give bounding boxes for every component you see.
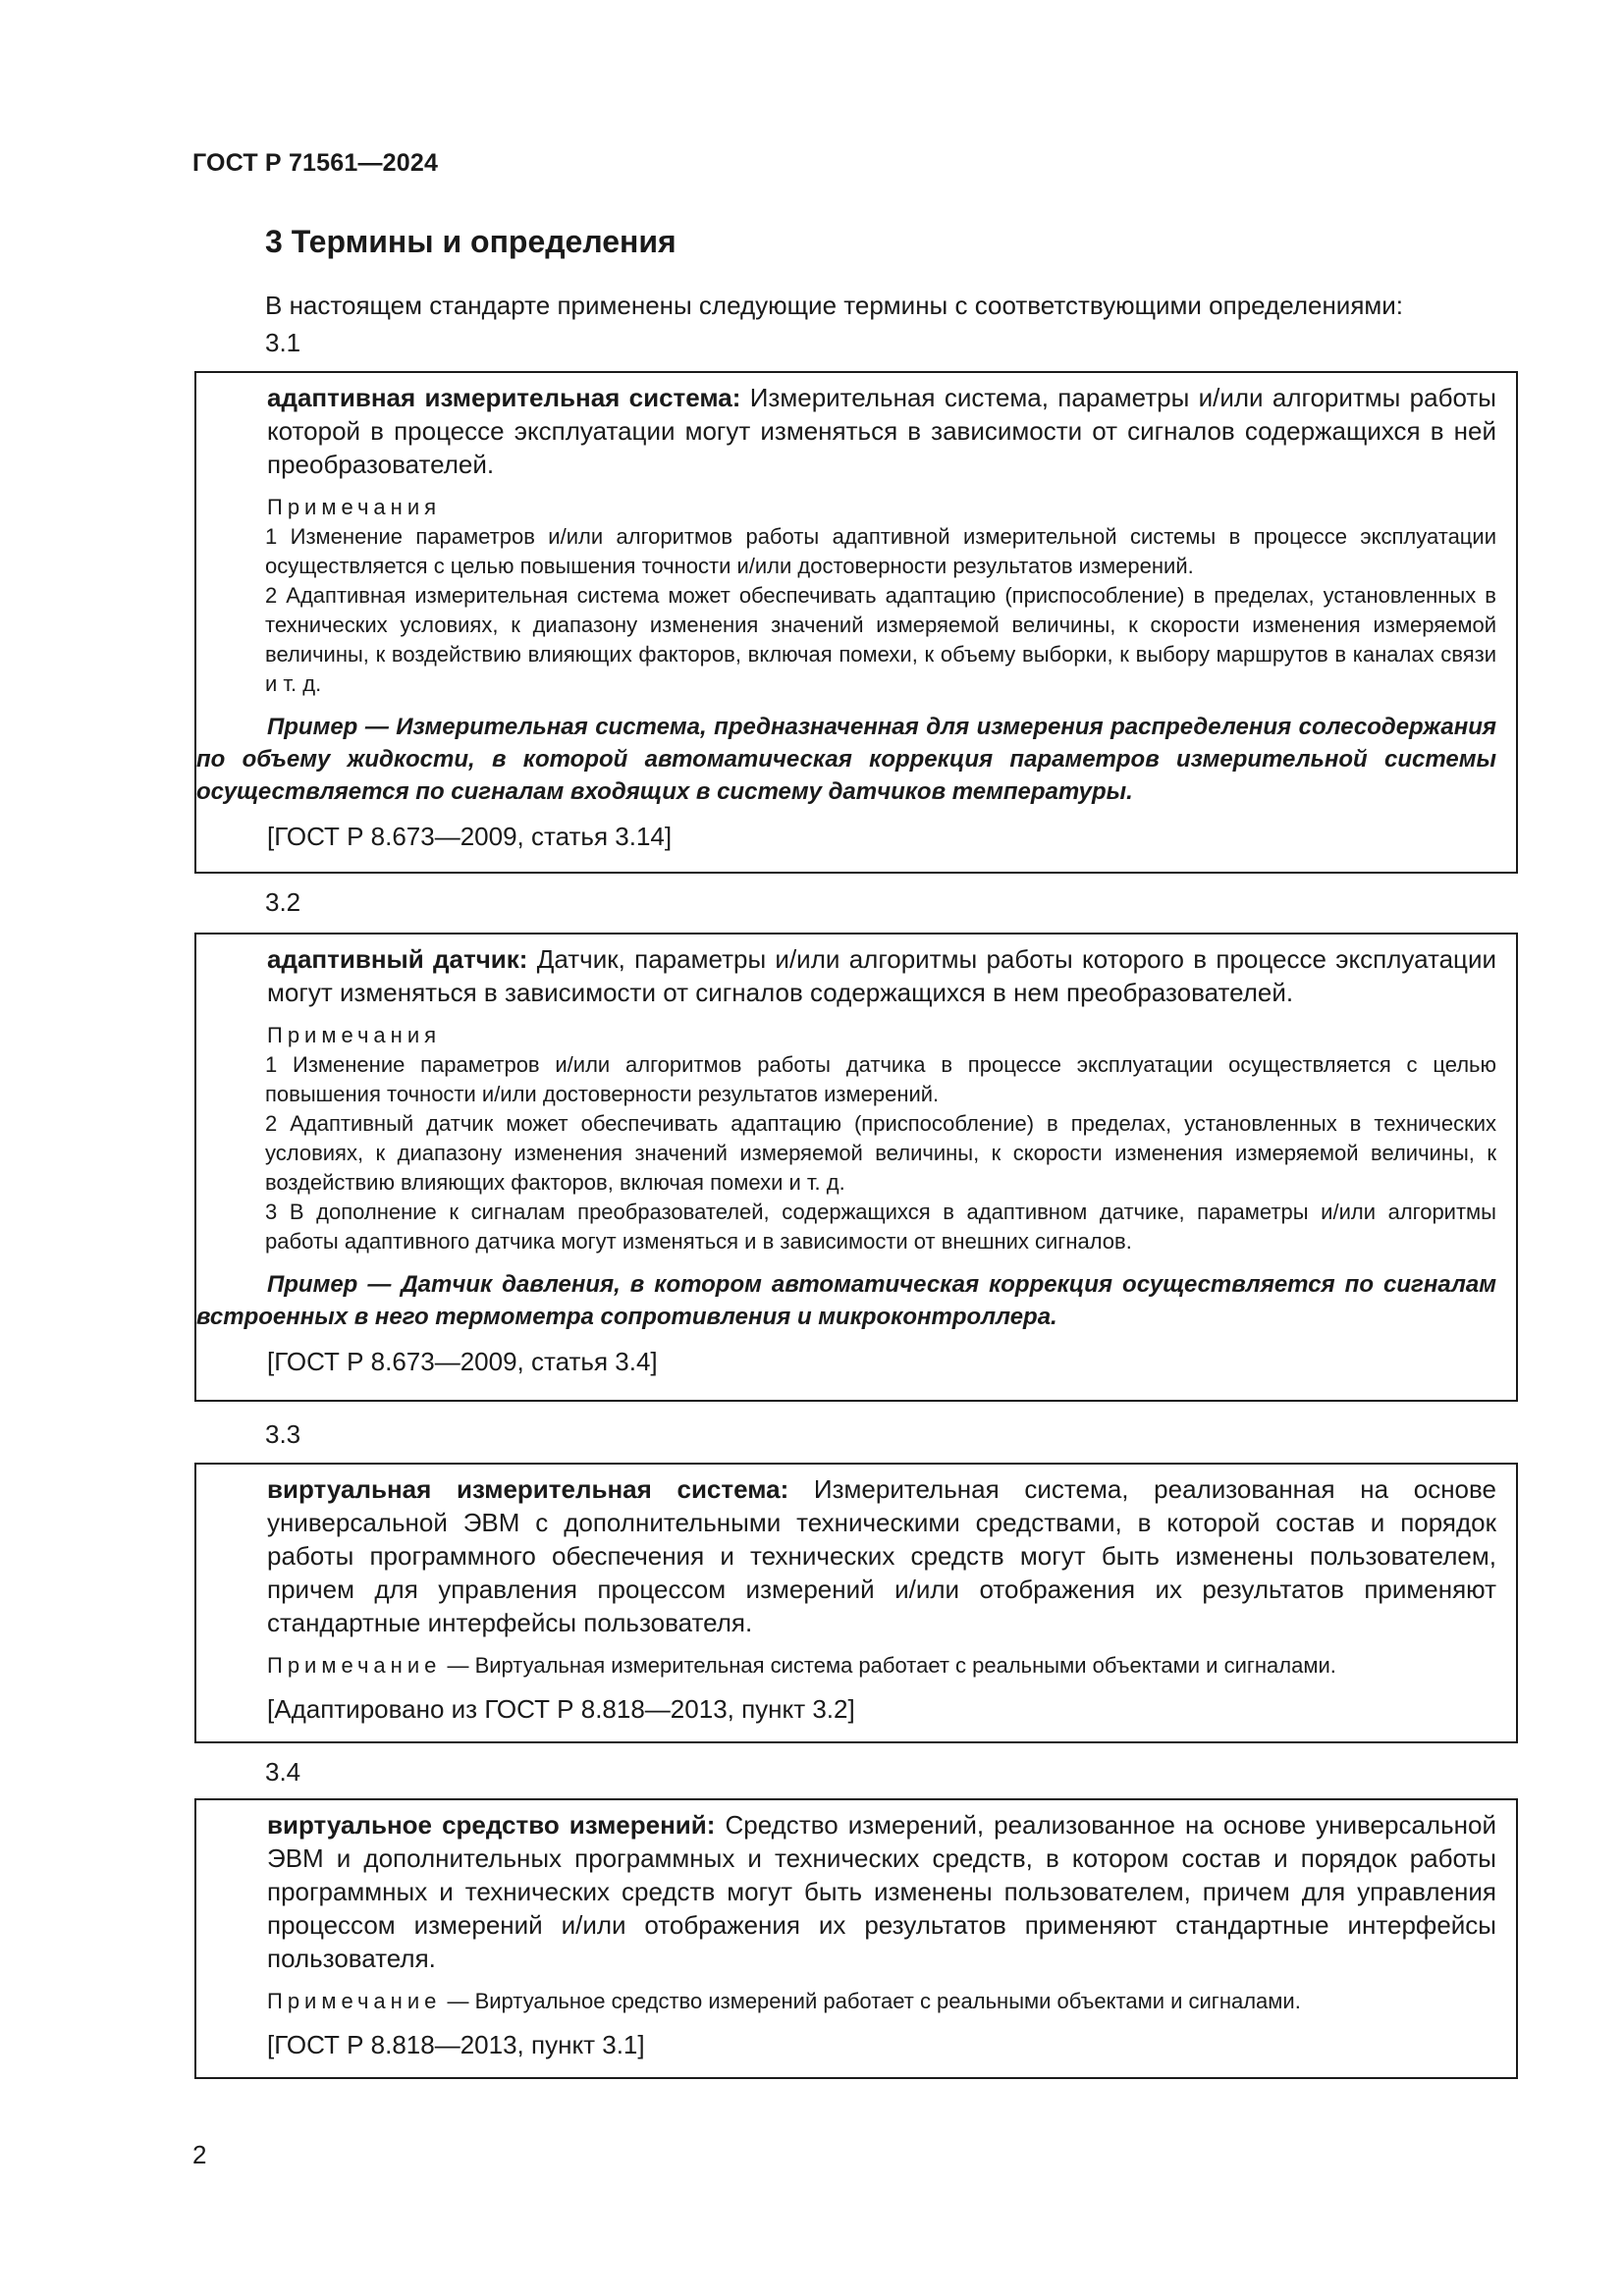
term-definition	[267, 381, 1496, 481]
term-number: 3.1	[265, 328, 301, 357]
term-definition	[267, 1808, 1496, 1975]
definition-text: Измерительная система, параметры и/или алгоритмы работы которой в процессе эксплуатации могут изменяться в зависимости от сигналов содержащихся в ней преобразователей.	[267, 383, 1496, 479]
document-header: ГОСТ Р 71561—2024	[192, 149, 439, 177]
term-name: адаптивный датчик:	[267, 944, 528, 974]
term-entry-3-1	[194, 371, 1518, 874]
example-text: Пример — Измерительная система, предназначенная для измерения распределения солесодержания по объему жидкости, в которой автоматическая коррекция параметров измерительной системы осуществляется по сигналам входящих в систему датчиков температуры.	[196, 714, 1496, 805]
term-definition	[267, 942, 1496, 1009]
page-number: 2	[192, 2140, 207, 2169]
term-number: 3.2	[265, 887, 301, 917]
source-reference: [ГОСТ Р 8.818—2013, пункт 3.1]	[267, 2030, 645, 2059]
note-text: — Виртуальная измерительная система работает с реальными объектами и сигналами.	[441, 1653, 1336, 1678]
notes-heading: Примечания	[267, 1023, 442, 1047]
section-intro	[265, 291, 1403, 321]
source-reference: [ГОСТ Р 8.673—2009, статья 3.14]	[267, 822, 673, 851]
term-name: адаптивная измерительная система:	[267, 383, 741, 412]
definition-text: Средство измерений, реализованное на основе универсальной ЭВМ и дополнительных программных и технических средств, в котором состав и порядок работы программных и технических средств могут быть изменены пользователем, причем для управления процессом измерений и/или отображения их результатов применяют стандартные интерфейсы пользователя.	[267, 1810, 1496, 1973]
term-definition	[267, 1472, 1496, 1639]
note-text: — Виртуальное средство измерений работает с реальными объектами и сигналами.	[441, 1989, 1301, 2013]
note-item: 2 Адаптивный датчик может обеспечивать адаптацию (приспособление) в пределах, установленных в технических условиях, к диапазону изменения значений измеряемой величины, к скорости изменения измеряемой величины, к воздействию влияющих факторов, включая помехи и т. д.	[265, 1111, 1496, 1195]
intro-text: В настоящем стандарте применены следующие термины с соответствующими определениями:	[265, 291, 1404, 320]
source-reference: [ГОСТ Р 8.673—2009, статья 3.4]	[267, 1347, 658, 1376]
definition-text: Датчик, параметры и/или алгоритмы работы которого в процессе эксплуатации могут изменяться в зависимости от сигналов содержащихся в нем преобразователей.	[267, 944, 1496, 1007]
note-item: 1 Изменение параметров и/или алгоритмов работы датчика в процессе эксплуатации осуществляется с целью повышения точности и/или достоверности результатов измерений.	[265, 1052, 1496, 1106]
note-item: 3 В дополнение к сигналам преобразователей, содержащихся в адаптивном датчике, параметры и/или алгоритмы работы адаптивного датчика могут изменяться и в зависимости от внешних сигналов.	[265, 1200, 1496, 1254]
source-reference: [Адаптировано из ГОСТ Р 8.818—2013, пункт 3.2]	[267, 1694, 855, 1724]
section-title: 3 Термины и определения	[265, 224, 677, 259]
term-name: виртуальное средство измерений:	[267, 1810, 716, 1840]
term-number: 3.3	[265, 1419, 301, 1449]
note-line	[267, 1987, 1496, 2016]
term-number: 3.4	[265, 1757, 301, 1787]
example-text: Пример — Датчик давления, в котором автоматическая коррекция осуществляется по сигналам встроенных в него термометра сопротивления и микроконтроллера.	[196, 1271, 1496, 1330]
note-label: Примечание	[267, 1653, 442, 1678]
term-entry-3-3	[194, 1463, 1518, 1743]
term-name: виртуальная измерительная система:	[267, 1474, 789, 1504]
note-item: 2 Адаптивная измерительная система может обеспечивать адаптацию (приспособление) в пределах, установленных в технических условиях, к диапазону изменения значений измеряемой величины, к скорости изменения измеряемой величины, к воздействию влияющих факторов, включая помехи, к объему выборки, к выбору маршрутов в каналах связи и т. д.	[265, 583, 1496, 696]
term-entry-3-2	[194, 933, 1518, 1402]
definition-text: Измерительная система, реализованная на основе универсальной ЭВМ с дополнительными техническими средствами, в которой состав и порядок работы программного обеспечения и технических средств могут быть изменены пользователем, причем для управления процессом измерений и/или отображения их результатов применяют стандартные интерфейсы пользователя.	[267, 1474, 1496, 1637]
notes-heading: Примечания	[267, 495, 442, 519]
term-entry-3-4	[194, 1798, 1518, 2079]
note-line	[267, 1651, 1496, 1681]
note-label: Примечание	[267, 1989, 442, 2013]
note-item: 1 Изменение параметров и/или алгоритмов работы адаптивной измерительной системы в процессе эксплуатации осуществляется с целью повышения точности и/или достоверности результатов измерений.	[265, 524, 1496, 578]
